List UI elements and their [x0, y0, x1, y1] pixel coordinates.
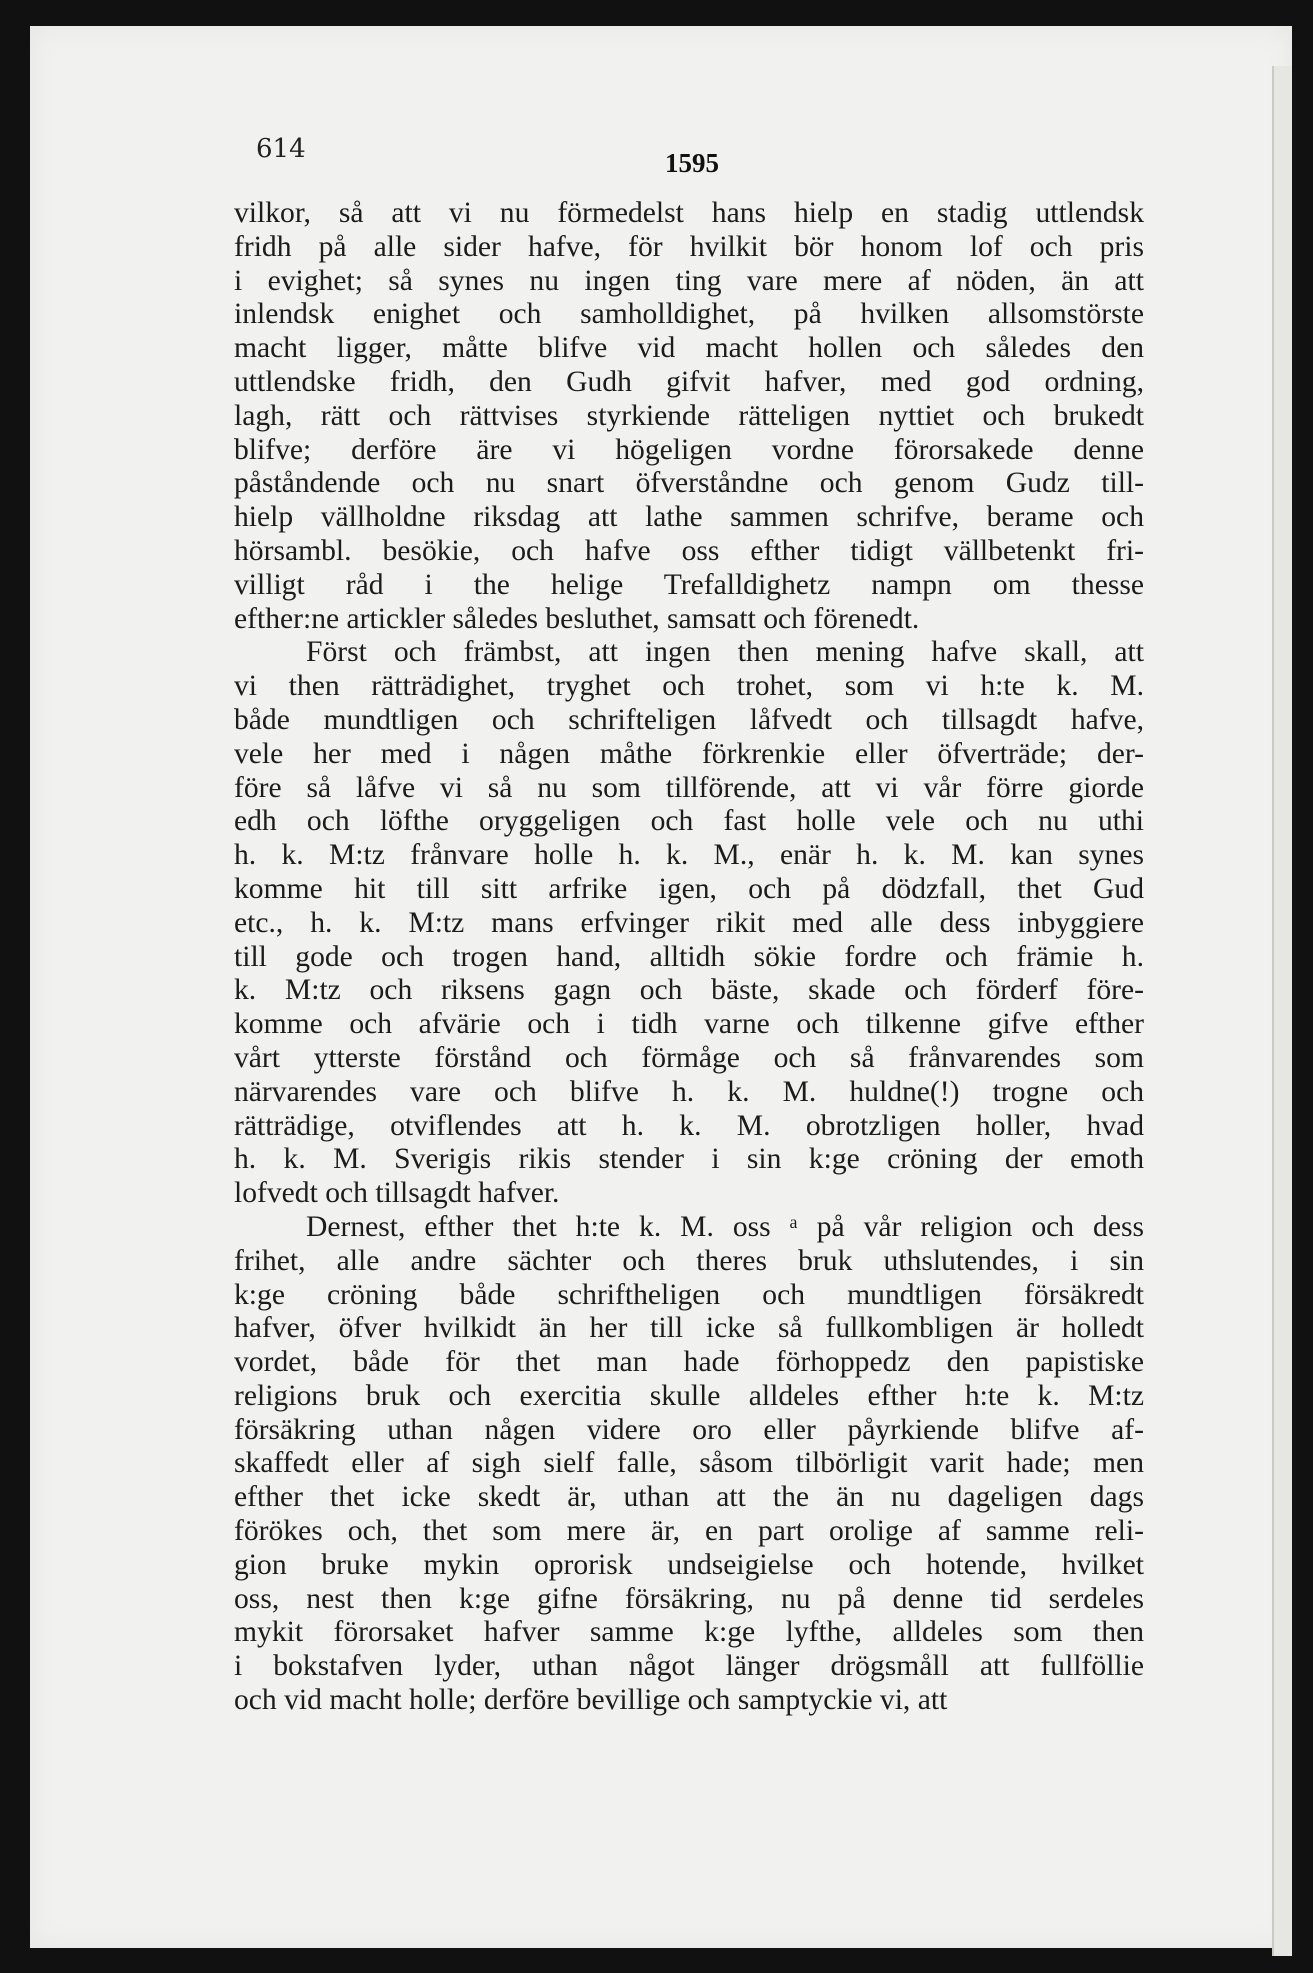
text-line: i evighet; så synes nu ingen ting vare mere af nöden, än att [234, 264, 1144, 297]
paragraph [234, 197, 1144, 636]
text-line: till gode och trogen hand, alltidh sökie fordre och främie h. [234, 940, 1144, 973]
text-line: h. k. M:tz frånvare holle h. k. M., enär h. k. M. kan synes [234, 839, 1144, 872]
body-text [234, 197, 1144, 1718]
text-line: gion bruke mykin oprorisk undseigielse och hotende, hvilket [234, 1548, 1144, 1581]
text-line: hafver, öfver hvilkidt än her till icke så fullkombligen är holledt [234, 1312, 1144, 1345]
text-line: fridh på alle sider hafve, för hvilkit bör honom lof och pris [234, 230, 1144, 263]
text-line: hörsambl. besökie, och hafve oss efther tidigt vällbetenkt fri- [234, 534, 1144, 567]
text-line: frihet, alle andre sächter och theres bruk uthslutendes, i sin [234, 1244, 1144, 1277]
text-line: h. k. M. Sverigis rikis stender i sin k:ge cröning der emoth [234, 1143, 1144, 1176]
text-line: etc., h. k. M:tz mans erfvinger rikit med alle dess inbyggiere [234, 906, 1144, 939]
text-line: Först och främbst, att ingen then mening hafve skall, att [306, 636, 1144, 669]
page-number: 614 [256, 134, 306, 164]
text-line: och vid macht holle; derföre bevillige och samptyckie vi, att [234, 1684, 948, 1717]
text-line: komme och afvärie och i tidh varne och tilkenne gifve efther [234, 1008, 1144, 1041]
text-line: blifve; derföre äre vi högeligen vordne förorsakede denne [234, 433, 1144, 466]
text-line: vi then rätträdighet, tryghet och trohet, som vi h:te k. M. [234, 670, 1144, 703]
text-line: vårt ytterste förstånd och förmåge och så frånvarendes som [234, 1041, 1144, 1074]
text-line: edh och löfthe oryggeligen och fast holle vele och nu uthi [234, 805, 1144, 838]
text-line: uttlendske fridh, den Gudh gifvit hafver, med god ordning, [234, 365, 1144, 398]
text-line: rätträdige, otviflendes att h. k. M. obrotzligen holler, hvad [234, 1109, 1144, 1142]
text-line: både mundtligen och schrifteligen låfvedt och tillsagdt hafve, [234, 703, 1144, 736]
text-line: efther:ne artickler således besluthet, samsatt och förenedt. [234, 602, 920, 635]
text-line: religions bruk och exercitia skulle alldeles efther h:te k. M:tz [234, 1379, 1144, 1412]
text-line: vele her med i någen måthe förkrenkie eller öfverträde; der- [234, 737, 1144, 770]
text-line: k:ge cröning både schriftheligen och mundtligen försäkredt [234, 1278, 1144, 1311]
text-line: oss, nest then k:ge gifne försäkring, nu på denne tid serdeles [234, 1582, 1144, 1615]
text-line: lagh, rätt och rättvises styrkiende rätteligen nyttiet och brukedt [234, 399, 1144, 432]
text-line: före så låfve vi så nu som tillförende, att vi vår förre giorde [234, 771, 1144, 804]
text-line: Dernest, efther thet h:te k. M. oss ᵃ på vår religion och dess [306, 1210, 1144, 1243]
text-line: macht ligger, måtte blifve vid macht hollen och således den [234, 332, 1144, 365]
text-line: påståndende och nu snart öfverståndne och genom Gudz till- [234, 467, 1144, 500]
text-line: k. M:tz och riksens gagn och bäste, skade och förderf före- [234, 974, 1144, 1007]
text-line: vordet, både för thet man hade förhoppedz den papistiske [234, 1346, 1144, 1379]
text-line: vilkor, så att vi nu förmedelst hans hielp en stadig uttlendsk [234, 197, 1144, 229]
text-line: skaffedt eller af sigh sielf falle, såsom tilbörligit varit hade; men [234, 1447, 1144, 1480]
text-line: förökes och, thet som mere är, en part orolige af samme reli- [234, 1515, 1144, 1548]
text-line: lofvedt och tillsagdt hafver. [234, 1177, 560, 1210]
page-edge [1272, 66, 1292, 1956]
paragraph [234, 636, 1144, 1211]
paragraph [234, 1211, 1144, 1718]
year-heading: 1595 [665, 148, 719, 178]
text-line: hielp vällholdne riksdag att lathe sammen schrifve, berame och [234, 501, 1144, 534]
text-line: i bokstafven lyder, uthan något länger drögsmåll att fullföllie [234, 1650, 1144, 1683]
text-line: närvarendes vare och blifve h. k. M. huldne(!) trogne och [234, 1075, 1144, 1108]
text-line: villigt råd i the helige Trefalldighetz nampn om thesse [234, 568, 1144, 601]
text-line: mykit förorsaket hafver samme k:ge lyfthe, alldeles som then [234, 1616, 1144, 1649]
text-line: komme hit till sitt arfrike igen, och på dödzfall, thet Gud [234, 872, 1144, 905]
text-line: försäkring uthan någen videre oro eller påyrkiende blifve af- [234, 1413, 1144, 1446]
text-line: inlendsk enighet och samholldighet, på hvilken allsomstörste [234, 298, 1144, 331]
text-line: efther thet icke skedt är, uthan att the än nu dageligen dags [234, 1481, 1144, 1514]
